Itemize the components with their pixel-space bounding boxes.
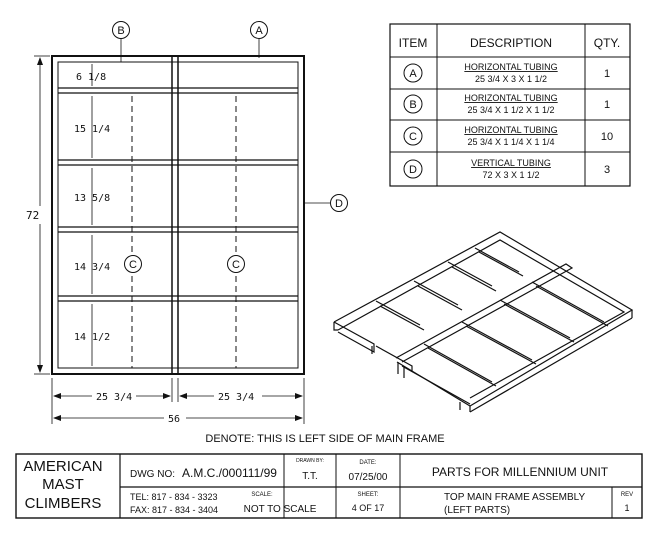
callout-b-label: B xyxy=(117,25,125,37)
row-name-c: HORIZONTAL TUBING xyxy=(464,125,558,135)
rev-label: REV xyxy=(620,492,634,498)
date-value: 07/25/00 xyxy=(348,472,388,483)
row-item-b: B xyxy=(409,99,417,111)
row-dim-5: 14 1/2 xyxy=(74,332,111,343)
total-width-label: 56 xyxy=(168,414,181,425)
table-header-description: DESCRIPTION xyxy=(469,36,553,50)
callout-c-left xyxy=(125,256,142,273)
company-line-2: MAST xyxy=(42,476,84,493)
table-row xyxy=(404,125,613,147)
subtitle-line-2: (LEFT PARTS) xyxy=(444,505,511,516)
row-dim-4: 14 3/4 xyxy=(74,262,111,273)
drawn-by-label: DRAWN BY: xyxy=(296,458,324,464)
row-size-d: 72 X 3 X 1 1/2 xyxy=(482,170,540,180)
row-qty-c: 10 xyxy=(600,131,614,143)
row-dim-1: 6 1/8 xyxy=(76,72,107,83)
callout-d xyxy=(304,195,348,212)
dwg-no-label: DWG NO: xyxy=(130,469,175,480)
scale-value: NOT TO SCALE xyxy=(243,504,317,515)
row-dim-3: 13 5/8 xyxy=(74,193,111,204)
row-qty-d: 3 xyxy=(603,164,611,176)
row-name-d: VERTICAL TUBING xyxy=(471,158,551,168)
row-name-a: HORIZONTAL TUBING xyxy=(464,62,558,72)
table-row xyxy=(404,62,610,84)
sheet-value: 4 OF 17 xyxy=(351,503,385,513)
row-dim-2: 15 1/4 xyxy=(74,124,111,135)
row-dimensions xyxy=(74,64,110,366)
frame-note: DENOTE: THIS IS LEFT SIDE OF MAIN FRAME xyxy=(205,433,445,445)
row-qty-a: 1 xyxy=(603,68,611,80)
parts-table xyxy=(390,24,630,186)
callout-a xyxy=(251,22,268,59)
table-header-qty: QTY. xyxy=(593,36,621,50)
date-label: DATE: xyxy=(359,460,377,466)
row-size-b: 25 3/4 X 1 1/2 X 1 1/2 xyxy=(467,105,555,115)
company-line-1: AMERICAN xyxy=(23,458,103,475)
rev-value: 1 xyxy=(624,503,630,513)
title-block xyxy=(16,454,642,518)
drawing-title: PARTS FOR MILLENNIUM UNIT xyxy=(431,465,609,479)
isometric-frame-view xyxy=(334,232,632,412)
table-row xyxy=(404,93,610,115)
scale-label: SCALE: xyxy=(251,492,273,498)
row-qty-b: 1 xyxy=(603,99,611,111)
total-width-dimension xyxy=(52,402,303,425)
table-header-item: ITEM xyxy=(398,36,428,50)
callout-c-right xyxy=(228,256,245,273)
fax-line: FAX: 817 - 834 - 3404 xyxy=(130,505,219,515)
table-row xyxy=(404,158,610,180)
row-size-a: 25 3/4 X 3 X 1 1/2 xyxy=(474,74,548,84)
callout-c-left-label: C xyxy=(129,259,137,271)
callout-c-right-label: C xyxy=(232,259,240,271)
sheet-label: SHEET: xyxy=(357,492,379,498)
row-item-c: C xyxy=(409,131,417,143)
bay-width-left: 25 3/4 xyxy=(96,392,133,403)
callout-a-label: A xyxy=(255,25,263,37)
drawn-by-value: T.T. xyxy=(302,471,318,482)
tel-line: TEL: 817 - 834 - 3323 xyxy=(130,492,218,502)
company-line-3: CLIMBERS xyxy=(24,495,102,512)
row-item-a: A xyxy=(409,68,417,80)
callout-d-label: D xyxy=(335,198,343,210)
row-name-b: HORIZONTAL TUBING xyxy=(464,93,558,103)
height-dim-label: 72 xyxy=(26,209,40,222)
row-size-c: 25 3/4 X 1 1/4 X 1 1/4 xyxy=(467,137,555,147)
row-item-d: D xyxy=(409,164,417,176)
bay-width-right: 25 3/4 xyxy=(218,392,255,403)
dwg-no-value: A.M.C./000111/99 xyxy=(182,466,277,480)
frame-elevation xyxy=(26,22,348,426)
height-dimension xyxy=(26,56,50,374)
subtitle-line-1: TOP MAIN FRAME ASSEMBLY xyxy=(444,492,586,503)
